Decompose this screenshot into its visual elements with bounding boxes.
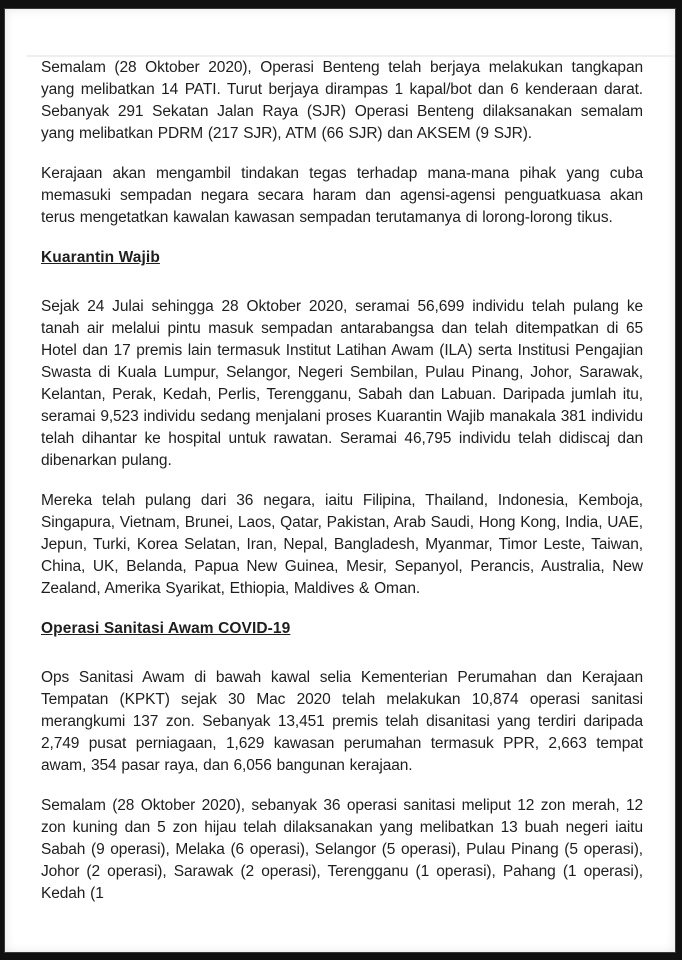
heading-kuarantin-wajib: Kuarantin Wajib: [41, 249, 160, 266]
paragraph-statistik-kuarantin: Sejak 24 Julai sehingga 28 Oktober 2020, seramai 56,699 individu telah pulang ke tanah air melalui pintu masuk sempadan antarabangsa dan telah ditempatkan di 65 Hotel dan 17 premis lain termasuk Institut Latihan Awam (ILA) serta Institusi Pengajian Swasta di Kuala Lumpur, Selangor, Negeri Sembilan, Pulau Pinang, Johor, Sarawak, Kelantan, Perak, Kedah, Perlis, Terengganu, Sabah dan Labuan. Daripada jumlah itu, seramai 9,523 individu sedang menjalani proses Kuarantin Wajib manakala 381 individu telah dihantar ke hospital untuk rawatan. Seramai 46,795 individu telah didiscaj dan dibenarkan pulang.: [41, 298, 643, 469]
paragraph-senarai-negara: Mereka telah pulang dari 36 negara, iaitu Filipina, Thailand, Indonesia, Kemboja, Singapura, Vietnam, Brunei, Laos, Qatar, Pakistan, Arab Saudi, Hong Kong, India, UAE, Jepun, Turki, Korea Selatan, Iran, Nepal, Bangladesh, Myanmar, Timor Leste, Taiwan, China, UK, Belanda, Papua New Guinea, Mesir, Sepanyol, Perancis, Australia, New Zealand, Amerika Syarikat, Ethiopia, Maldives & Oman.: [41, 492, 643, 597]
paragraph-operasi-sanitasi-semalam: Semalam (28 Oktober 2020), sebanyak 36 operasi sanitasi meliput 12 zon merah, 12 zon kuning dan 5 zon hijau telah dilaksanakan yang melibatkan 13 buah negeri iaitu Sabah (9 operasi), Melaka (6 operasi), Selangor (5 operasi), Pulau Pinang (5 operasi), Johor (2 operasi), Sarawak (2 operasi), Terengganu (1 operasi), Pahang (1 operasi), Kedah (1: [41, 797, 643, 902]
heading-operasi-sanitasi: Operasi Sanitasi Awam COVID-19: [41, 620, 291, 637]
document-page: [5, 9, 675, 952]
paragraph-statistik-sanitasi: Ops Sanitasi Awam di bawah kawal selia Kementerian Perumahan dan Kerajaan Tempatan (KPKT) sejak 30 Mac 2020 telah melakukan 10,874 operasi sanitasi merangkumi 137 zon. Sebanyak 13,451 premis telah disanitasi yang terdiri daripada 2,749 pusat perniagaan, 1,629 kawasan perumahan termasuk PPR, 2,663 tempat awam, 354 pasar raya, dan 6,056 bangunan kerajaan.: [41, 669, 643, 774]
document-content: [41, 57, 643, 952]
paragraph-kawalan-sempadan: Kerajaan akan mengambil tindakan tegas terhadap mana-mana pihak yang cuba memasuki sempadan negara secara haram dan agensi-agensi penguatkuasa akan terus mengetatkan kawalan kawasan sempadan terutamanya di lorong-lorong tikus.: [41, 165, 643, 226]
paragraph-operasi-benteng: Semalam (28 Oktober 2020), Operasi Benteng telah berjaya melakukan tangkapan yang melibatkan 14 PATI. Turut berjaya dirampas 1 kapal/bot dan 6 kenderaan darat. Sebanyak 291 Sekatan Jalan Raya (SJR) Operasi Benteng dilaksanakan semalam yang melibatkan PDRM (217 SJR), ATM (66 SJR) dan AKSEM (9 SJR).: [41, 59, 643, 142]
